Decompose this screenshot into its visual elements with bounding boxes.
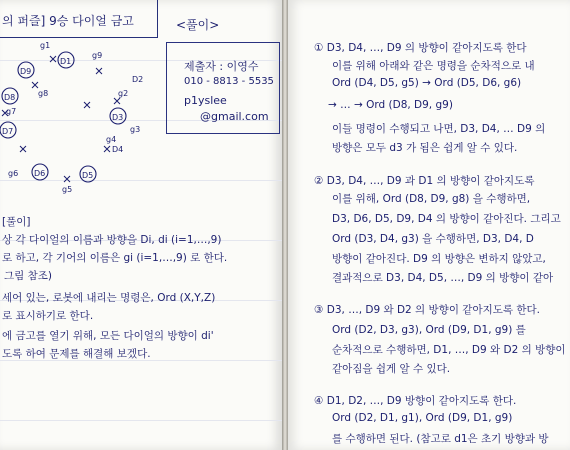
step1-line-1: 이를 위해 아래와 같은 명령을 순차적으로 내 bbox=[332, 60, 535, 72]
svg-text:D8: D8 bbox=[4, 93, 16, 102]
gear-label-g5: g5 bbox=[62, 185, 73, 194]
gear-label-g7: g7 bbox=[6, 107, 17, 116]
answer-tag: <풀이> bbox=[176, 18, 220, 32]
gear-label-g9: g9 bbox=[92, 51, 103, 60]
svg-text:D1: D1 bbox=[60, 57, 72, 66]
gear-label-g6: g6 bbox=[8, 169, 19, 178]
right-notebook-page bbox=[288, 0, 570, 450]
step1-line-4: 이들 명령이 수행되고 나면, D3, D4, … D9 의 bbox=[332, 123, 546, 135]
step2-line-3: Ord (D3, D4, g3) 을 수행하면, D3, D4, D bbox=[332, 233, 534, 245]
gear-label-g1: g1 bbox=[40, 41, 51, 50]
step2-line-5: 결과적으로 D3, D4, D5, …, D9 의 방향이 같아 bbox=[332, 272, 554, 284]
step2-heading: ② D3, D4, …, D9 과 D1 의 방향이 같아지도록 bbox=[314, 175, 535, 187]
step3-line-1: Ord (D2, D3, g3), Ord (D9, D1, g9) 를 bbox=[332, 324, 526, 336]
left-notebook-page bbox=[0, 0, 282, 450]
svg-text:D7: D7 bbox=[2, 127, 14, 136]
step1-heading: ① D3, D4, …, D9 의 방향이 같아지도록 한다 bbox=[314, 42, 527, 54]
gear-label-g3: g3 bbox=[130, 125, 141, 134]
note-line-3: 그림 참조) bbox=[4, 270, 53, 282]
dial-D5 bbox=[80, 166, 96, 182]
note-line-6: 에 금고를 열기 위해, 모든 다이얼의 방향이 di' bbox=[2, 330, 214, 342]
step1-line-3: → … → Ord (D8, D9, g9) bbox=[328, 99, 453, 111]
gear-label-g8: g8 bbox=[38, 89, 49, 98]
note-line-4: 세어 있는, 로봇에 내리는 명령은, Ord (X,Y,Z) bbox=[2, 292, 216, 304]
step4-heading: ④ D1, D2, …, D9 방향이 같아지도록 한다. bbox=[314, 395, 517, 407]
email-domain: @gmail.com bbox=[200, 110, 269, 123]
step3-heading: ③ D3, …, D9 와 D2 의 방향이 같아지도록 한다. bbox=[314, 304, 540, 316]
gear-label-g4: g4 bbox=[106, 135, 117, 144]
step2-line-4: 방향이 같아진다. D9 의 방향은 변하지 않았고, bbox=[332, 253, 546, 265]
phone-number: 010 - 8813 - 5535 bbox=[184, 76, 274, 87]
dial-label-d2: D2 bbox=[132, 75, 144, 84]
step2-line-2: D3, D6, D5, D9, D4 의 방향이 같아진다. 그리고 bbox=[332, 213, 561, 225]
dial-D8 bbox=[2, 88, 18, 104]
dial-D3 bbox=[110, 108, 126, 124]
svg-text:D5: D5 bbox=[82, 171, 94, 180]
dial-D7 bbox=[0, 122, 16, 138]
step2-line-1: 이를 위해, Ord (D8, D9, g8) 을 수행하면, bbox=[332, 193, 531, 205]
step3-line-2: 순차적으로 수행하면, D1, …, D9 와 D2 의 방향이 bbox=[332, 344, 566, 356]
note-line-2: 로 하고, 각 기어의 이름은 gi (i=1,…,9) 로 한다. bbox=[2, 252, 228, 264]
dial-D6 bbox=[32, 164, 48, 180]
step3-line-3: 같아짐을 쉽게 알 수 있다. bbox=[332, 363, 451, 375]
note-line-5: 로 표시하기로 한다. bbox=[2, 310, 94, 322]
dial-diagram bbox=[0, 34, 170, 204]
dial-D1 bbox=[58, 52, 74, 68]
note-line-1: 상 각 다이얼의 이름과 방향을 Di, di (i=1,…,9) bbox=[2, 234, 222, 246]
svg-text:D3: D3 bbox=[112, 113, 124, 122]
svg-text:D6: D6 bbox=[34, 169, 46, 178]
note-line-7: 도록 하여 문제를 해결해 보겠다. bbox=[2, 348, 151, 360]
step1-line-5: 방향은 모두 d3 가 됨은 쉽게 알 수 있다. bbox=[332, 142, 518, 154]
author-name: 제출자 : 이영수 bbox=[184, 60, 259, 73]
email-id: p1yslee bbox=[184, 94, 227, 107]
step1-line-2: Ord (D4, D5, g5) → Ord (D5, D6, g6) bbox=[332, 77, 522, 89]
svg-text:D9: D9 bbox=[20, 67, 32, 76]
puzzle-title: 의 퍼즐] 9승 다이얼 금고 bbox=[2, 14, 134, 28]
step4-line-2: 를 수행하면 된다. (참고로 d1은 초기 방향과 방 bbox=[332, 433, 549, 445]
dial-label-d4: D4 bbox=[112, 145, 124, 154]
gear-label-g2: g2 bbox=[118, 89, 129, 98]
solution-heading: [풀이] bbox=[2, 216, 31, 228]
dial-D9 bbox=[18, 62, 34, 78]
step4-line-1: Ord (D2, D1, g1), Ord (D9, D1, g9) bbox=[332, 412, 513, 424]
